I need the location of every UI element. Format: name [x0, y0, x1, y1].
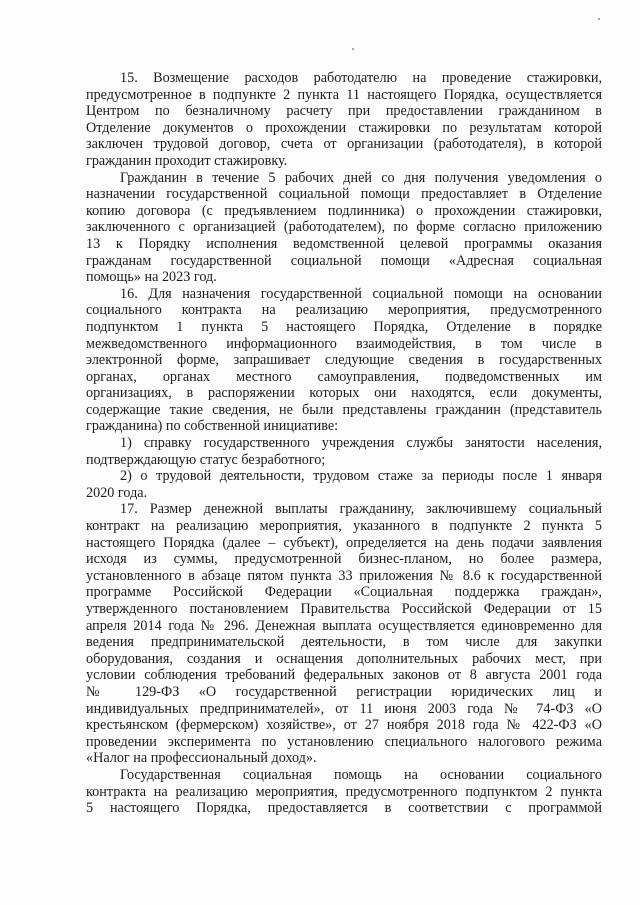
- text-line: межведомственного информационного взаимодействия, в том числе в: [86, 335, 602, 352]
- text-line: подтверждающую статус безработного;: [86, 451, 326, 468]
- text-line: назначении государственной социальной помощи предоставляет в Отделение: [86, 186, 602, 203]
- text-line: крестьянском (фермерском) хозяйстве», от 27 ноября 2018 года № 422-ФЗ «О: [86, 717, 602, 734]
- text-line: Гражданин в течение 5 рабочих дней со дня получения уведомления о: [120, 169, 602, 186]
- text-line: исходя из суммы, предусмотренной бизнес-планом, но более размера,: [86, 551, 602, 568]
- scan-speck: [598, 18, 600, 20]
- text-line: Государственная социальная помощь на основании социального: [120, 766, 602, 783]
- text-line: утвержденного постановлением Правительства Российской Федерации от 15: [86, 601, 602, 617]
- text-line: 1) справку государственного учреждения службы занятости населения,: [120, 435, 602, 452]
- text-line: гражданин проходит стажировку.: [86, 152, 288, 169]
- text-line: подпунктом 1 пункта 5 настоящего Порядка, Отделение в порядке: [86, 318, 602, 335]
- text-line: гражданина) по собственной инициативе:: [86, 418, 339, 435]
- text-line: 16. Для назначения государственной социальной помощи на основании: [120, 285, 602, 302]
- text-line: «Налог на профессиональный доход».: [86, 750, 317, 767]
- text-line: гражданам государственной социальной помощи «Адресная социальная: [86, 252, 602, 269]
- text-line: оборудования, создания и оснащения дополнительных рабочих мест, при: [86, 650, 602, 667]
- text-line: Отделение документов о прохождении стажировки по результатам которой: [86, 119, 602, 136]
- text-line: настоящего Порядка (далее – субъект), определяется на день подачи заявления: [86, 534, 602, 551]
- text-line: индивидуальных предпринимателей», от 11 июня 2003 года № 74-ФЗ «О: [86, 700, 602, 717]
- text-line: предусмотренное в подпункте 2 пункта 11 настоящего Порядка, осуществляется: [86, 86, 602, 103]
- text-line: копию договора (с предъявлением подлинника) о прохождении стажировки,: [86, 202, 602, 219]
- text-line: органах, органах местного самоуправления, подведомственных им: [86, 368, 602, 385]
- text-line: 2020 года.: [86, 484, 148, 501]
- text-line: 17. Размер денежной выплаты гражданину, заключившему социальный: [120, 501, 602, 518]
- text-line: социального контракта на реализацию мероприятия, предусмотренного: [86, 302, 602, 319]
- text-line: заключенного с организацией (работодателем), по форме согласно приложению: [86, 219, 602, 236]
- text-line: контракт на реализацию мероприятия, указанного в подпункте 2 пункта 5: [86, 518, 602, 535]
- text-line: 5 настоящего Порядка, предоставляется в соответствии с программой: [86, 800, 602, 817]
- scan-speck: [352, 48, 354, 50]
- text-line: установленного в абзаце пятом пункта 33 приложения № 8.6 к государственной: [86, 567, 602, 584]
- text-line: заключен трудовой договор, счета от организации (работодателя), в которой: [86, 136, 602, 153]
- text-line: проведении эксперимента по установлению специального налогового режима: [86, 733, 602, 750]
- text-line: Центром по безналичному расчету при предоставлении гражданином в: [86, 103, 602, 120]
- text-line: условии соблюдения требований федеральных законов от 8 августа 2001 года: [86, 667, 602, 684]
- text-line: 15. Возмещение расходов работодателю на проведение стажировки,: [120, 70, 602, 86]
- document-body: [86, 70, 602, 817]
- text-line: содержащие такие сведения, не были представлены гражданин (представитель: [86, 401, 602, 418]
- text-line: 2) о трудовой деятельности, трудовом стаже за периоды после 1 января: [120, 468, 602, 485]
- text-line: помощь» на 2023 год.: [86, 269, 217, 286]
- text-line: ведения предпринимательской деятельности, в том числе для закупки: [86, 634, 602, 651]
- text-line: организациях, в распоряжении которых они находятся, если документы,: [86, 385, 602, 402]
- text-line: апреля 2014 года № 296. Денежная выплата осуществляется единовременно для: [86, 617, 602, 634]
- text-line: 13 к Порядку исполнения ведомственной целевой программы оказания: [86, 235, 602, 252]
- text-line: электронной форме, запрашивает следующие сведения в государственных: [86, 352, 602, 369]
- text-line: программе Российской Федерации «Социальная поддержка граждан»,: [86, 584, 602, 601]
- text-line: контракта на реализацию мероприятия, предусмотренного подпунктом 2 пункта: [86, 783, 602, 800]
- text-line: № 129-ФЗ «О государственной регистрации юридических лиц и: [86, 683, 602, 700]
